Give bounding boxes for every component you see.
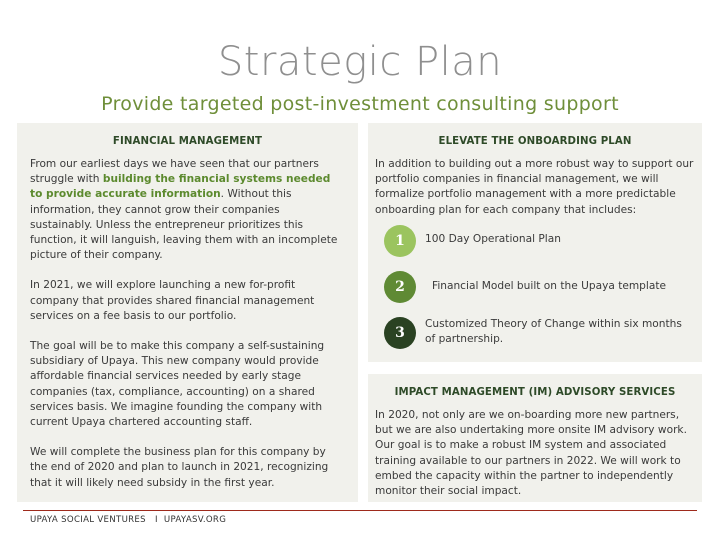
paragraph-1-end: . Without this information, they cannot grow their companies sustainably. Unless the entrepreneur prioritizes this function, it will languish, leaving them with an incomplete picture of their company. [30,188,338,262]
financial-management-panel [17,123,358,502]
financial-management-paragraph-4: We will complete the business plan for this company by the end of 2020 and plan to launch in 2021, recognizing that it will likely need subsidy in the first year. [30,446,329,489]
onboarding-step-1 [368,221,702,261]
step-number-badge: 1 [384,225,416,257]
paragraph-1-start: From our earliest days we have seen that our partners struggle with [30,158,319,186]
step-number-badge: 3 [384,317,416,349]
footer-text: UPAYA SOCIAL VENTURES I UPAYASV.ORG [30,515,227,525]
step-number-badge: 2 [384,271,416,303]
onboarding-intro: In addition to building out a more robust way to support our portfolio companies in financial management, we will formalize portfolio management with a more predictable onboarding plan for each company that includes: [375,158,694,216]
financial-management-paragraph-3: The goal will be to make this company a self-sustaining subsidiary of Upaya. This new company would provide affordable financial services needed by early stage companies (tax, compliance, accounting) on a shared services basis. We imagine founding the company with current Upaya chartered accounting staff. [30,340,325,429]
impact-management-text: In 2020, not only are we on-boarding more new partners, but we are also undertaking more onsite IM advisory work. Our goal is to make a robust IM system and associated training available to our partners in 2022. We will work to embed the capacity within the partner to independently monitor their social impact. [375,409,687,498]
onboarding-heading: ELEVATE THE ONBOARDING PLAN [438,136,632,147]
financial-management-paragraph-1 [30,157,345,263]
step-text: 100 Day Operational Plan [425,233,561,245]
paragraph-1-highlight: building the financial systems needed to provide accurate information [30,173,331,201]
financial-management-heading: FINANCIAL MANAGEMENT [112,136,263,147]
step-text: Financial Model built on the Upaya template [432,280,667,292]
onboarding-step-2 [368,267,702,307]
impact-management-heading: IMPACT MANAGEMENT (IM) ADVISORY SERVICES [394,387,676,398]
page-subtitle: Provide targeted post-investment consulting support [101,93,619,115]
page-title: Strategic Plan [217,39,503,85]
financial-management-paragraph-2: In 2021, we will explore launching a new for-profit company that provides shared financial management services on a fee basis to our portfolio. [30,279,315,322]
footer-rule [23,510,697,511]
onboarding-panel [368,123,702,362]
impact-management-panel [368,374,702,502]
onboarding-step-3 [368,313,702,353]
step-text: Customized Theory of Change within six months of partnership. [425,318,682,346]
